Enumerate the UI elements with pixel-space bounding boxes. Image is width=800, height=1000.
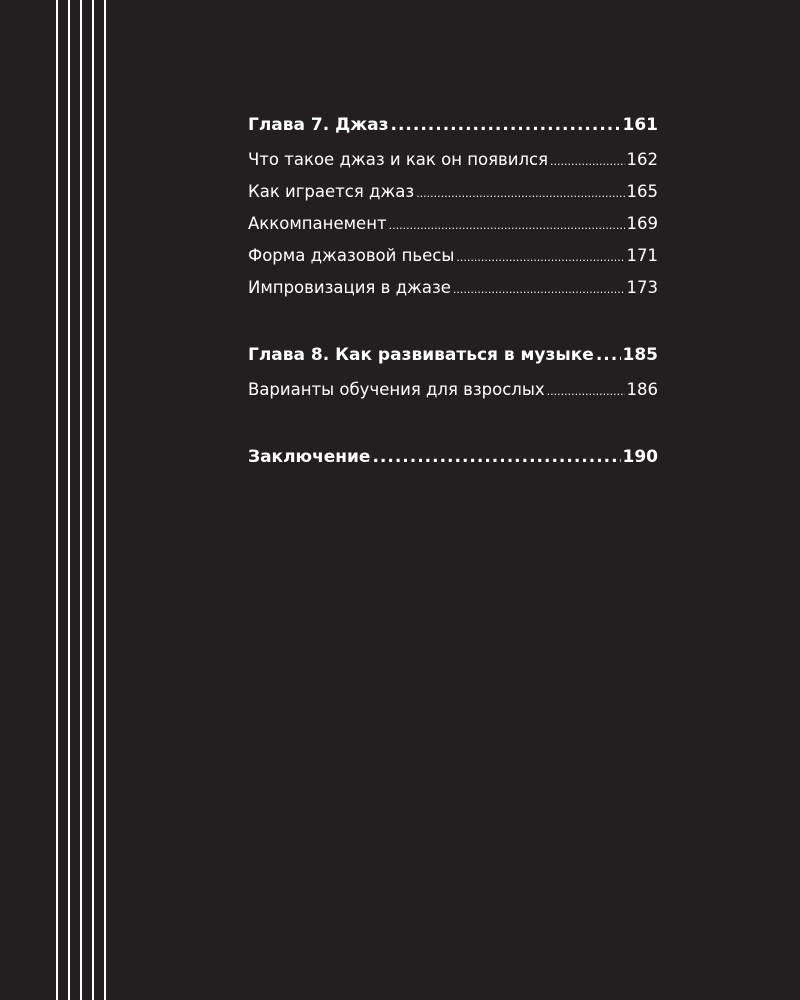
- toc-entry[interactable]: [248, 144, 658, 176]
- toc-page-number: 190: [622, 447, 658, 467]
- toc-chapter-8[interactable]: [248, 338, 658, 372]
- toc-chapter-7[interactable]: [248, 108, 658, 142]
- toc-entry[interactable]: [248, 240, 658, 272]
- toc-entry-title: Импровизация в джазе: [248, 278, 451, 297]
- toc-page-number: 173: [626, 278, 658, 297]
- toc-entry[interactable]: [248, 176, 658, 208]
- toc-page-number: 165: [626, 182, 658, 201]
- toc-page-number: 185: [622, 345, 658, 365]
- dot-leader: [596, 338, 621, 372]
- toc-chapter-title: Заключение: [248, 447, 371, 467]
- toc-entry-title: Аккомпанемент: [248, 214, 387, 233]
- toc-entry-title: Варианты обучения для взрослых: [248, 380, 545, 399]
- decorative-vertical-line: [56, 0, 58, 1000]
- decorative-vertical-line: [80, 0, 82, 1000]
- toc-chapter-title: Глава 7. Джаз: [248, 115, 389, 135]
- toc-entry-title: Как играется джаз: [248, 182, 415, 201]
- toc-conclusion[interactable]: [248, 440, 658, 474]
- dot-leader: [372, 440, 620, 474]
- dot-leader: [416, 178, 624, 210]
- decorative-vertical-line: [68, 0, 70, 1000]
- toc-entry-title: Что такое джаз и как он появился: [248, 150, 549, 169]
- toc-page-number: 161: [622, 115, 658, 135]
- decorative-vertical-line: [104, 0, 106, 1000]
- toc-entry[interactable]: [248, 374, 658, 406]
- table-of-contents: [248, 108, 658, 508]
- toc-chapter-group: [248, 338, 658, 406]
- toc-entry[interactable]: [248, 272, 658, 304]
- toc-chapter-group: [248, 108, 658, 304]
- toc-page-number: 171: [626, 246, 658, 265]
- toc-page-number: 169: [626, 214, 658, 233]
- dot-leader: [547, 376, 625, 408]
- toc-chapter-group: [248, 440, 658, 474]
- decorative-vertical-line: [92, 0, 94, 1000]
- dot-leader: [391, 108, 621, 142]
- toc-page-number: 162: [626, 150, 658, 169]
- dot-leader: [389, 210, 625, 242]
- dot-leader: [456, 242, 624, 274]
- toc-entry-title: Форма джазовой пьесы: [248, 246, 455, 265]
- toc-entry[interactable]: [248, 208, 658, 240]
- dot-leader: [550, 146, 624, 178]
- toc-chapter-title: Глава 8. Как развиваться в музыке: [248, 345, 594, 365]
- toc-page-number: 186: [626, 380, 658, 399]
- dot-leader: [453, 274, 625, 306]
